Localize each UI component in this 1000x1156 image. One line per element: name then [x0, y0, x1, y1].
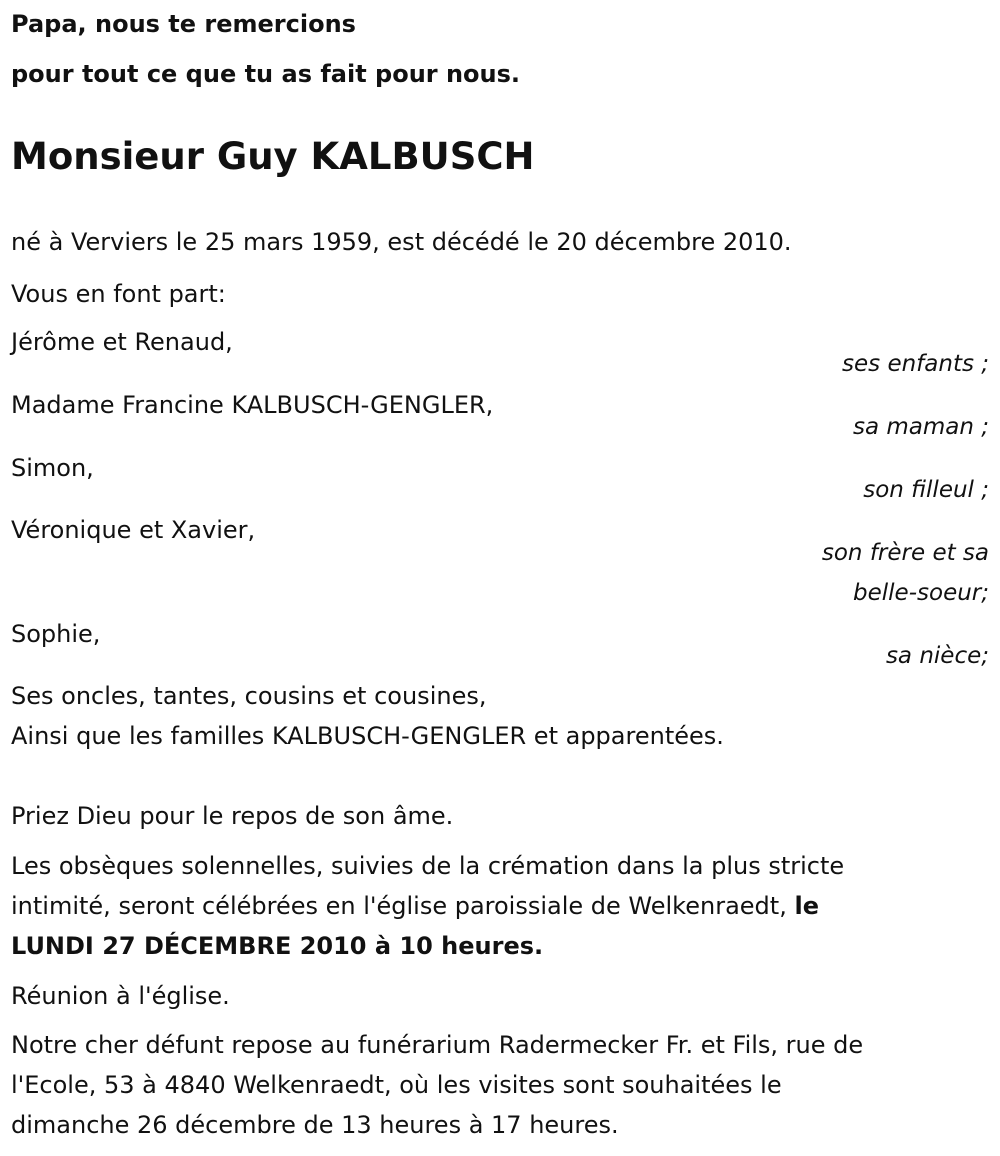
family-member-role: ses enfants ; — [842, 351, 989, 377]
family-member-role: son filleul ; — [863, 477, 989, 503]
family-member-role-line-2: belle-soeur; — [853, 580, 989, 606]
family-member-name: Véronique et Xavier, — [11, 516, 256, 544]
family-member-role-line-1: son frère et sa — [821, 540, 989, 566]
birth-death-dates: né à Verviers le 25 mars 1959, est décédé le 20 décembre 2010. — [11, 228, 792, 256]
announcement-line: Vous en font part: — [11, 280, 226, 308]
family-member-role: sa nièce; — [885, 643, 989, 669]
visitation-line-3: dimanche 26 décembre de 13 heures à 17 heures. — [11, 1111, 619, 1139]
visitation-line-1: Notre cher défunt repose au funérarium Radermecker Fr. et Fils, rue de — [11, 1031, 864, 1059]
funeral-line-2-text: intimité, seront célébrées en l'église paroissiale de Welkenraedt, — [11, 892, 787, 920]
visitation-line-2: l'Ecole, 53 à 4840 Welkenraedt, où les visites sont souhaitées le — [11, 1071, 782, 1099]
deceased-name: Monsieur Guy KALBUSCH — [11, 135, 535, 178]
prayer-line: Priez Dieu pour le repos de son âme. — [11, 802, 454, 830]
meeting-line: Réunion à l'église. — [11, 982, 230, 1010]
funeral-date: LUNDI 27 DÉCEMBRE 2010 à 10 heures. — [11, 932, 544, 960]
relatives-line-2: Ainsi que les familles KALBUSCH-GENGLER et apparentées. — [11, 722, 724, 750]
funeral-date-lead: le — [794, 892, 819, 920]
funeral-line-2 — [11, 894, 819, 918]
funeral-line-1: Les obsèques solennelles, suivies de la crémation dans la plus stricte — [11, 852, 845, 880]
family-member-name: Sophie, — [11, 620, 101, 648]
relatives-line-1: Ses oncles, tantes, cousins et cousines, — [11, 682, 487, 710]
family-member-name: Simon, — [11, 454, 94, 482]
family-member-name: Madame Francine KALBUSCH-GENGLER, — [11, 391, 494, 419]
family-member-name: Jérôme et Renaud, — [11, 328, 233, 356]
intro-line-2: pour tout ce que tu as fait pour nous. — [11, 60, 521, 88]
intro-line-1: Papa, nous te remercions — [11, 10, 356, 38]
family-member-role: sa maman ; — [852, 414, 989, 440]
